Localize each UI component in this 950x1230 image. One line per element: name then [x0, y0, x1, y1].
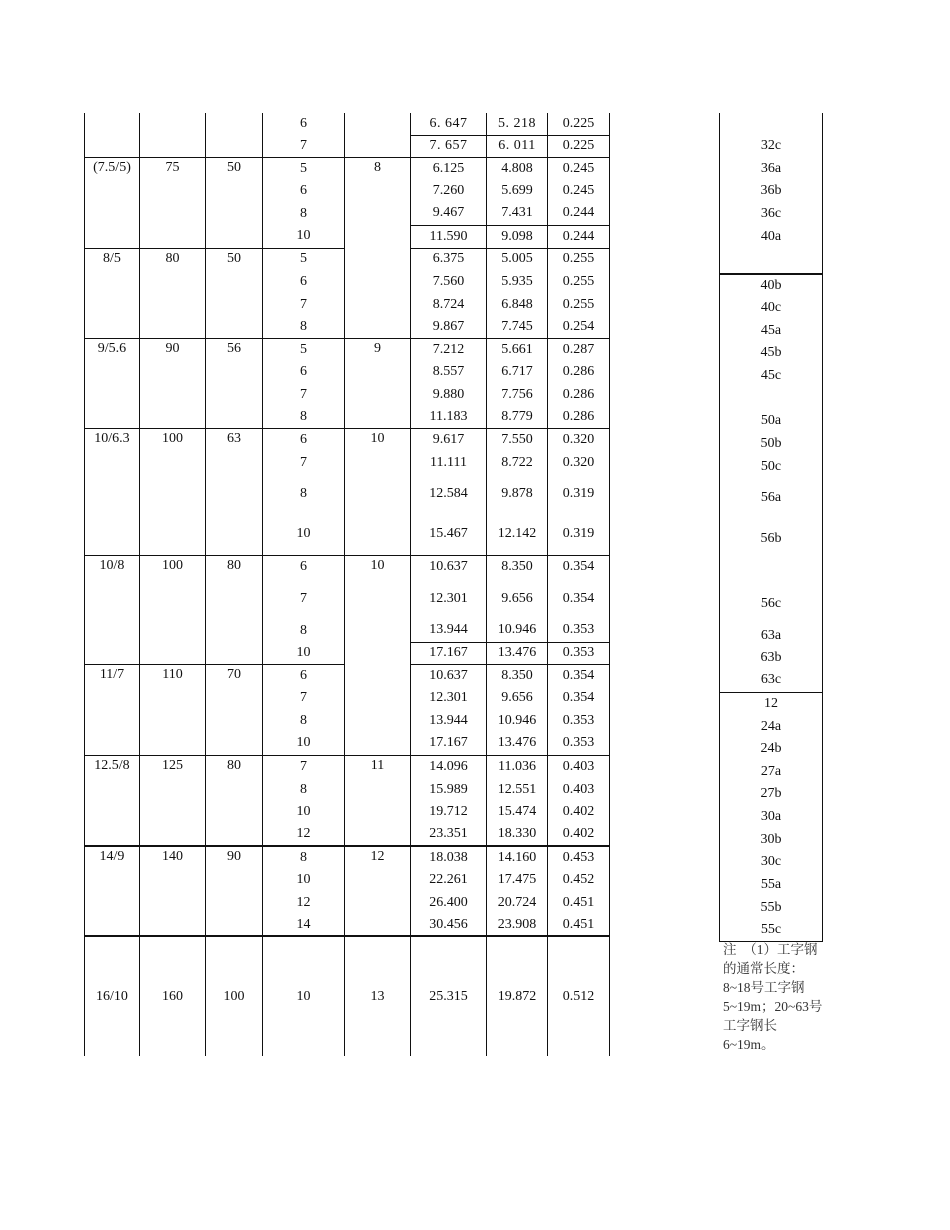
surface-cell: 0.353 [548, 709, 610, 732]
angle-steel-table [84, 113, 610, 1056]
surface-cell: 0.453 [548, 846, 610, 868]
area-cell: 17.167 [411, 732, 487, 755]
thickness-cell: 8 [263, 846, 345, 868]
long-leg-cell: 100 [140, 555, 206, 664]
mass-cell: 14.160 [487, 846, 548, 868]
surface-cell: 0.319 [548, 513, 610, 555]
model-cell: 10/8 [85, 555, 140, 664]
i-beam-model-cell [720, 387, 823, 409]
thickness-cell: 8 [263, 474, 345, 513]
i-beam-model-cell: 32c [720, 135, 823, 157]
mass-cell: 4.808 [487, 157, 548, 180]
radius-cell: 10 [345, 555, 411, 755]
area-cell: 10.637 [411, 555, 487, 579]
surface-cell: 0.353 [548, 619, 610, 642]
mass-cell: 5.699 [487, 180, 548, 202]
surface-cell: 0.512 [548, 936, 610, 1056]
long-leg-cell: 125 [140, 755, 206, 846]
mass-cell: 12.142 [487, 513, 548, 555]
thickness-cell: 8 [263, 619, 345, 642]
surface-cell: 0.354 [548, 687, 610, 709]
i-beam-model-cell: 50b [720, 432, 823, 455]
surface-cell: 0.255 [548, 248, 610, 270]
thickness-cell: 10 [263, 642, 345, 664]
area-cell: 7. 657 [411, 135, 487, 157]
i-beam-model-cell: 40c [720, 296, 823, 319]
i-beam-model-cell: 55b [720, 896, 823, 919]
mass-cell: 17.475 [487, 868, 548, 891]
i-beam-model-cell [720, 248, 823, 274]
i-beam-model-cell: 45c [720, 364, 823, 387]
area-cell: 13.944 [411, 619, 487, 642]
surface-cell: 0.245 [548, 180, 610, 202]
radius-cell: 13 [345, 936, 411, 1056]
thickness-cell: 8 [263, 316, 345, 338]
mass-cell: 7.431 [487, 202, 548, 225]
area-cell: 6.375 [411, 248, 487, 270]
thickness-cell: 8 [263, 778, 345, 801]
surface-cell: 0.245 [548, 157, 610, 180]
area-cell: 6. 647 [411, 113, 487, 135]
mass-cell: 10.946 [487, 709, 548, 732]
model-cell: (7.5/5) [85, 157, 140, 248]
long-leg-cell: 100 [140, 428, 206, 555]
area-cell: 6.125 [411, 157, 487, 180]
mass-cell: 20.724 [487, 891, 548, 914]
i-beam-model-cell: 12 [720, 692, 823, 715]
thickness-cell: 7 [263, 293, 345, 316]
mass-cell: 13.476 [487, 642, 548, 664]
mass-cell: 8.350 [487, 555, 548, 579]
surface-cell: 0.354 [548, 664, 610, 687]
thickness-cell: 7 [263, 451, 345, 474]
thickness-cell: 6 [263, 270, 345, 293]
i-beam-model-cell: 55c [720, 919, 823, 941]
surface-cell: 0.403 [548, 755, 610, 778]
surface-cell: 0.402 [548, 823, 610, 846]
mass-cell: 5. 218 [487, 113, 548, 135]
radius-cell [345, 113, 411, 157]
i-beam-model-cell: 45a [720, 319, 823, 342]
surface-cell: 0.255 [548, 270, 610, 293]
thickness-cell: 10 [263, 801, 345, 823]
footnote: 注 （1）工字钢的通常长度：8~18号工字钢5~19m；20~63号工字钢长6~19m。 [723, 942, 823, 1052]
i-beam-model-cell: 36b [720, 180, 823, 202]
surface-cell: 0.225 [548, 135, 610, 157]
mass-cell: 15.474 [487, 801, 548, 823]
short-leg-cell: 50 [206, 157, 263, 248]
area-cell: 25.315 [411, 936, 487, 1056]
area-cell: 9.867 [411, 316, 487, 338]
radius-cell: 10 [345, 428, 411, 555]
i-beam-model-cell: 30a [720, 805, 823, 828]
area-cell: 12.584 [411, 474, 487, 513]
surface-cell: 0.451 [548, 891, 610, 914]
mass-cell: 6.848 [487, 293, 548, 316]
i-beam-model-cell: 27a [720, 760, 823, 783]
i-beam-model-cell [720, 113, 823, 135]
short-leg-cell: 50 [206, 248, 263, 338]
surface-cell: 0.255 [548, 293, 610, 316]
i-beam-model-cell: 24b [720, 738, 823, 760]
surface-cell: 0.286 [548, 383, 610, 406]
mass-cell: 9.656 [487, 687, 548, 709]
area-cell: 15.467 [411, 513, 487, 555]
mass-cell: 9.098 [487, 225, 548, 248]
area-cell: 8.557 [411, 361, 487, 383]
area-cell: 12.301 [411, 579, 487, 619]
thickness-cell: 10 [263, 868, 345, 891]
i-beam-model-list [719, 113, 823, 942]
area-cell: 23.351 [411, 823, 487, 846]
model-cell: 11/7 [85, 664, 140, 755]
radius-cell: 12 [345, 846, 411, 936]
thickness-cell: 8 [263, 202, 345, 225]
area-cell: 18.038 [411, 846, 487, 868]
thickness-cell: 12 [263, 823, 345, 846]
short-leg-cell: 90 [206, 846, 263, 936]
area-cell: 9.617 [411, 428, 487, 451]
long-leg-cell: 160 [140, 936, 206, 1056]
mass-cell: 5.005 [487, 248, 548, 270]
i-beam-model-cell: 56a [720, 478, 823, 518]
long-leg-cell [140, 113, 206, 157]
i-beam-model-cell: 63a [720, 624, 823, 647]
mass-cell: 5.661 [487, 338, 548, 361]
model-cell: 10/6.3 [85, 428, 140, 555]
long-leg-cell: 140 [140, 846, 206, 936]
short-leg-cell: 70 [206, 664, 263, 755]
i-beam-model-cell: 30c [720, 851, 823, 873]
i-beam-model-cell: 55a [720, 873, 823, 896]
short-leg-cell [206, 113, 263, 157]
surface-cell: 0.320 [548, 451, 610, 474]
thickness-cell: 10 [263, 225, 345, 248]
area-cell: 11.590 [411, 225, 487, 248]
surface-cell: 0.353 [548, 732, 610, 755]
short-leg-cell: 63 [206, 428, 263, 555]
long-leg-cell: 90 [140, 338, 206, 428]
thickness-cell: 6 [263, 555, 345, 579]
mass-cell: 7.756 [487, 383, 548, 406]
mass-cell: 10.946 [487, 619, 548, 642]
surface-cell: 0.403 [548, 778, 610, 801]
area-cell: 22.261 [411, 868, 487, 891]
i-beam-model-cell: 56c [720, 584, 823, 624]
mass-cell: 12.551 [487, 778, 548, 801]
i-beam-model-cell: 50c [720, 455, 823, 478]
area-cell: 9.467 [411, 202, 487, 225]
short-leg-cell: 56 [206, 338, 263, 428]
thickness-cell: 7 [263, 579, 345, 619]
mass-cell: 6.717 [487, 361, 548, 383]
thickness-cell: 6 [263, 361, 345, 383]
mass-cell: 11.036 [487, 755, 548, 778]
area-cell: 7.260 [411, 180, 487, 202]
i-beam-model-cell: 36c [720, 202, 823, 225]
surface-cell: 0.402 [548, 801, 610, 823]
i-beam-model-cell: 36a [720, 157, 823, 180]
i-beam-model-cell: 63c [720, 669, 823, 692]
short-leg-cell: 80 [206, 555, 263, 664]
thickness-cell: 7 [263, 383, 345, 406]
thickness-cell: 10 [263, 513, 345, 555]
i-beam-model-cell: 24a [720, 715, 823, 738]
area-cell: 7.212 [411, 338, 487, 361]
area-cell: 15.989 [411, 778, 487, 801]
surface-cell: 0.354 [548, 579, 610, 619]
thickness-cell: 6 [263, 113, 345, 135]
thickness-cell: 6 [263, 664, 345, 687]
surface-cell: 0.320 [548, 428, 610, 451]
thickness-cell: 8 [263, 709, 345, 732]
area-cell: 13.944 [411, 709, 487, 732]
thickness-cell: 7 [263, 687, 345, 709]
i-beam-model-cell: 40a [720, 225, 823, 248]
short-leg-cell: 100 [206, 936, 263, 1056]
area-cell: 17.167 [411, 642, 487, 664]
mass-cell: 8.722 [487, 451, 548, 474]
model-cell: 9/5.6 [85, 338, 140, 428]
thickness-cell: 14 [263, 914, 345, 936]
area-cell: 9.880 [411, 383, 487, 406]
model-cell [85, 113, 140, 157]
long-leg-cell: 75 [140, 157, 206, 248]
surface-cell: 0.244 [548, 225, 610, 248]
surface-cell: 0.225 [548, 113, 610, 135]
mass-cell: 6. 011 [487, 135, 548, 157]
i-beam-model-cell: 40b [720, 274, 823, 296]
area-cell: 12.301 [411, 687, 487, 709]
surface-cell: 0.254 [548, 316, 610, 338]
thickness-cell: 7 [263, 135, 345, 157]
radius-cell: 11 [345, 755, 411, 846]
i-beam-model-cell [720, 560, 823, 584]
model-cell: 16/10 [85, 936, 140, 1056]
i-beam-model-cell: 63b [720, 647, 823, 669]
surface-cell: 0.354 [548, 555, 610, 579]
thickness-cell: 10 [263, 936, 345, 1056]
area-cell: 11.111 [411, 451, 487, 474]
thickness-cell: 6 [263, 180, 345, 202]
thickness-cell: 6 [263, 428, 345, 451]
mass-cell: 23.908 [487, 914, 548, 936]
mass-cell: 9.656 [487, 579, 548, 619]
mass-cell: 9.878 [487, 474, 548, 513]
area-cell: 11.183 [411, 406, 487, 428]
thickness-cell: 7 [263, 755, 345, 778]
surface-cell: 0.244 [548, 202, 610, 225]
thickness-cell: 5 [263, 338, 345, 361]
area-cell: 14.096 [411, 755, 487, 778]
radius-cell: 9 [345, 338, 411, 428]
i-beam-model-cell: 50a [720, 409, 823, 432]
thickness-cell: 8 [263, 406, 345, 428]
area-cell: 7.560 [411, 270, 487, 293]
surface-cell: 0.287 [548, 338, 610, 361]
mass-cell: 8.779 [487, 406, 548, 428]
thickness-cell: 5 [263, 157, 345, 180]
radius-cell: 8 [345, 157, 411, 338]
i-beam-model-cell: 56b [720, 518, 823, 560]
i-beam-model-cell: 27b [720, 783, 823, 805]
i-beam-model-cell: 45b [720, 342, 823, 364]
mass-cell: 5.935 [487, 270, 548, 293]
mass-cell: 13.476 [487, 732, 548, 755]
short-leg-cell: 80 [206, 755, 263, 846]
surface-cell: 0.353 [548, 642, 610, 664]
area-cell: 26.400 [411, 891, 487, 914]
model-cell: 12.5/8 [85, 755, 140, 846]
area-cell: 30.456 [411, 914, 487, 936]
mass-cell: 7.550 [487, 428, 548, 451]
area-cell: 19.712 [411, 801, 487, 823]
long-leg-cell: 110 [140, 664, 206, 755]
mass-cell: 8.350 [487, 664, 548, 687]
mass-cell: 7.745 [487, 316, 548, 338]
surface-cell: 0.452 [548, 868, 610, 891]
area-cell: 10.637 [411, 664, 487, 687]
thickness-cell: 10 [263, 732, 345, 755]
mass-cell: 19.872 [487, 936, 548, 1056]
i-beam-model-cell: 30b [720, 828, 823, 851]
surface-cell: 0.286 [548, 406, 610, 428]
surface-cell: 0.286 [548, 361, 610, 383]
model-cell: 14/9 [85, 846, 140, 936]
thickness-cell: 5 [263, 248, 345, 270]
area-cell: 8.724 [411, 293, 487, 316]
model-cell: 8/5 [85, 248, 140, 338]
surface-cell: 0.319 [548, 474, 610, 513]
mass-cell: 18.330 [487, 823, 548, 846]
long-leg-cell: 80 [140, 248, 206, 338]
surface-cell: 0.451 [548, 914, 610, 936]
thickness-cell: 12 [263, 891, 345, 914]
